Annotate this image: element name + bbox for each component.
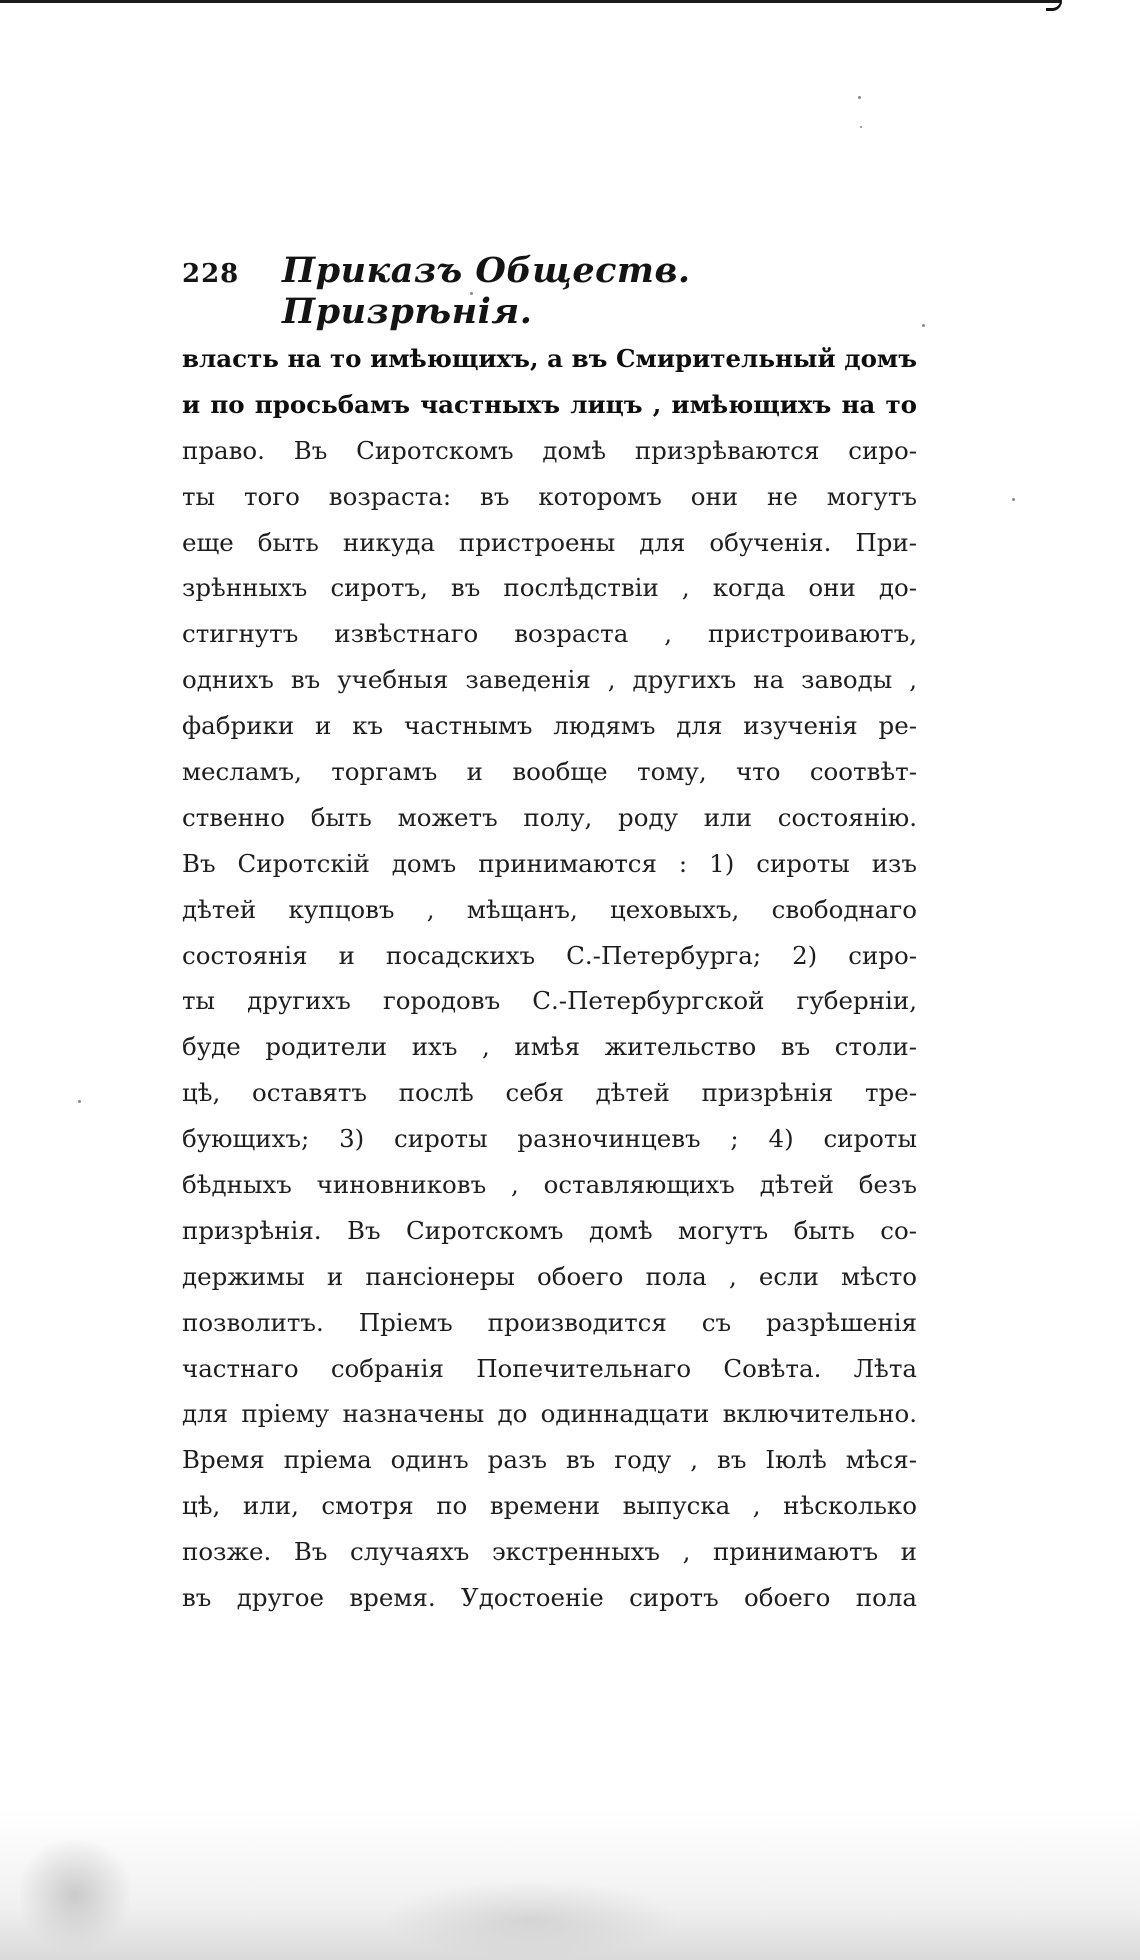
body-text (182, 336, 917, 1621)
text-line: еще быть никуда пристроены для обученія. При- (182, 527, 917, 557)
text-line: право. Въ Сиротскомъ домѣ призрѣваются сиро- (182, 435, 917, 465)
text-line: Въ Сиротскій домъ принимаются : 1) сироты изъ (182, 848, 917, 878)
text-line: въ другое время. Удостоеніе сиротъ обоего пола (182, 1583, 917, 1613)
text-line: позже. Въ случаяхъ экстренныхъ , принимаютъ и (182, 1537, 917, 1567)
running-head: Приказъ Обществ. Призрѣнія. (282, 250, 691, 332)
text-line: призрѣнія. Въ Сиротскомъ домѣ могутъ быть со- (182, 1215, 917, 1245)
text-line: позволитъ. Пріемъ производится съ разрѣшенія (182, 1307, 917, 1337)
text-line: ты того возраста: въ которомъ они не могутъ (182, 481, 917, 511)
ink-speck (922, 324, 925, 327)
text-line: фабрики и къ частнымъ людямъ для изученія ре- (182, 711, 917, 741)
page-number: 228 (182, 259, 240, 289)
text-line: и по просьбамъ частныхъ лицъ , имѣющихъ на то (182, 389, 917, 419)
text-line: ственно быть можетъ полу, роду или состоянію. (182, 802, 917, 832)
text-line: держимы и пансіонеры обоего пола , если мѣсто (182, 1261, 917, 1291)
text-line: месламъ, торгамъ и вообще тому, что соотвѣт- (182, 757, 917, 787)
corner-ink-mark (1046, 0, 1062, 11)
text-line: бѣдныхъ чиновниковъ , оставляющихъ дѣтей безъ (182, 1170, 917, 1200)
top-edge-rule (0, 0, 1060, 3)
text-line: цѣ, или, смотря по времени выпуска , нѣсколько (182, 1491, 917, 1521)
text-line: власть на то имѣющихъ, а въ Смирительный домъ (182, 344, 917, 373)
text-line: однихъ въ учебныя заведенія , другихъ на заводы , (182, 665, 917, 695)
text-line: буде родители ихъ , имѣя жительство въ столи- (182, 1032, 917, 1062)
text-line: ты другихъ городовъ С.-Петербургской губерніи, (182, 986, 917, 1016)
text-line: Время пріема одинъ разъ въ году , въ Іюлѣ мѣся- (182, 1445, 917, 1475)
text-line: стигнутъ извѣстнаго возраста , пристроиваютъ, (182, 619, 917, 649)
text-line: для пріему назначены до одиннадцати включительно. (182, 1399, 917, 1429)
text-line: цѣ, оставятъ послѣ себя дѣтей призрѣнія тре- (182, 1078, 917, 1108)
ink-speck (858, 96, 861, 99)
text-line: дѣтей купцовъ , мѣщанъ, цеховыхъ, свободнаго (182, 894, 917, 924)
ink-speck (860, 126, 862, 128)
ink-speck (1012, 498, 1015, 501)
text-line: частнаго собранія Попечительнаго Совѣта. Лѣта (182, 1353, 917, 1383)
text-line: зрѣнныхъ сиротъ, въ послѣдствіи , когда они до- (182, 573, 917, 603)
ink-speck (78, 1100, 81, 1103)
text-line: состоянія и посадскихъ С.-Петербурга; 2) сиро- (182, 940, 917, 970)
scan-smudge (380, 1880, 680, 1960)
scan-smudge (20, 1840, 130, 1950)
text-line: бующихъ; 3) сироты разночинцевъ ; 4) сироты (182, 1124, 917, 1154)
page-header (182, 250, 922, 332)
